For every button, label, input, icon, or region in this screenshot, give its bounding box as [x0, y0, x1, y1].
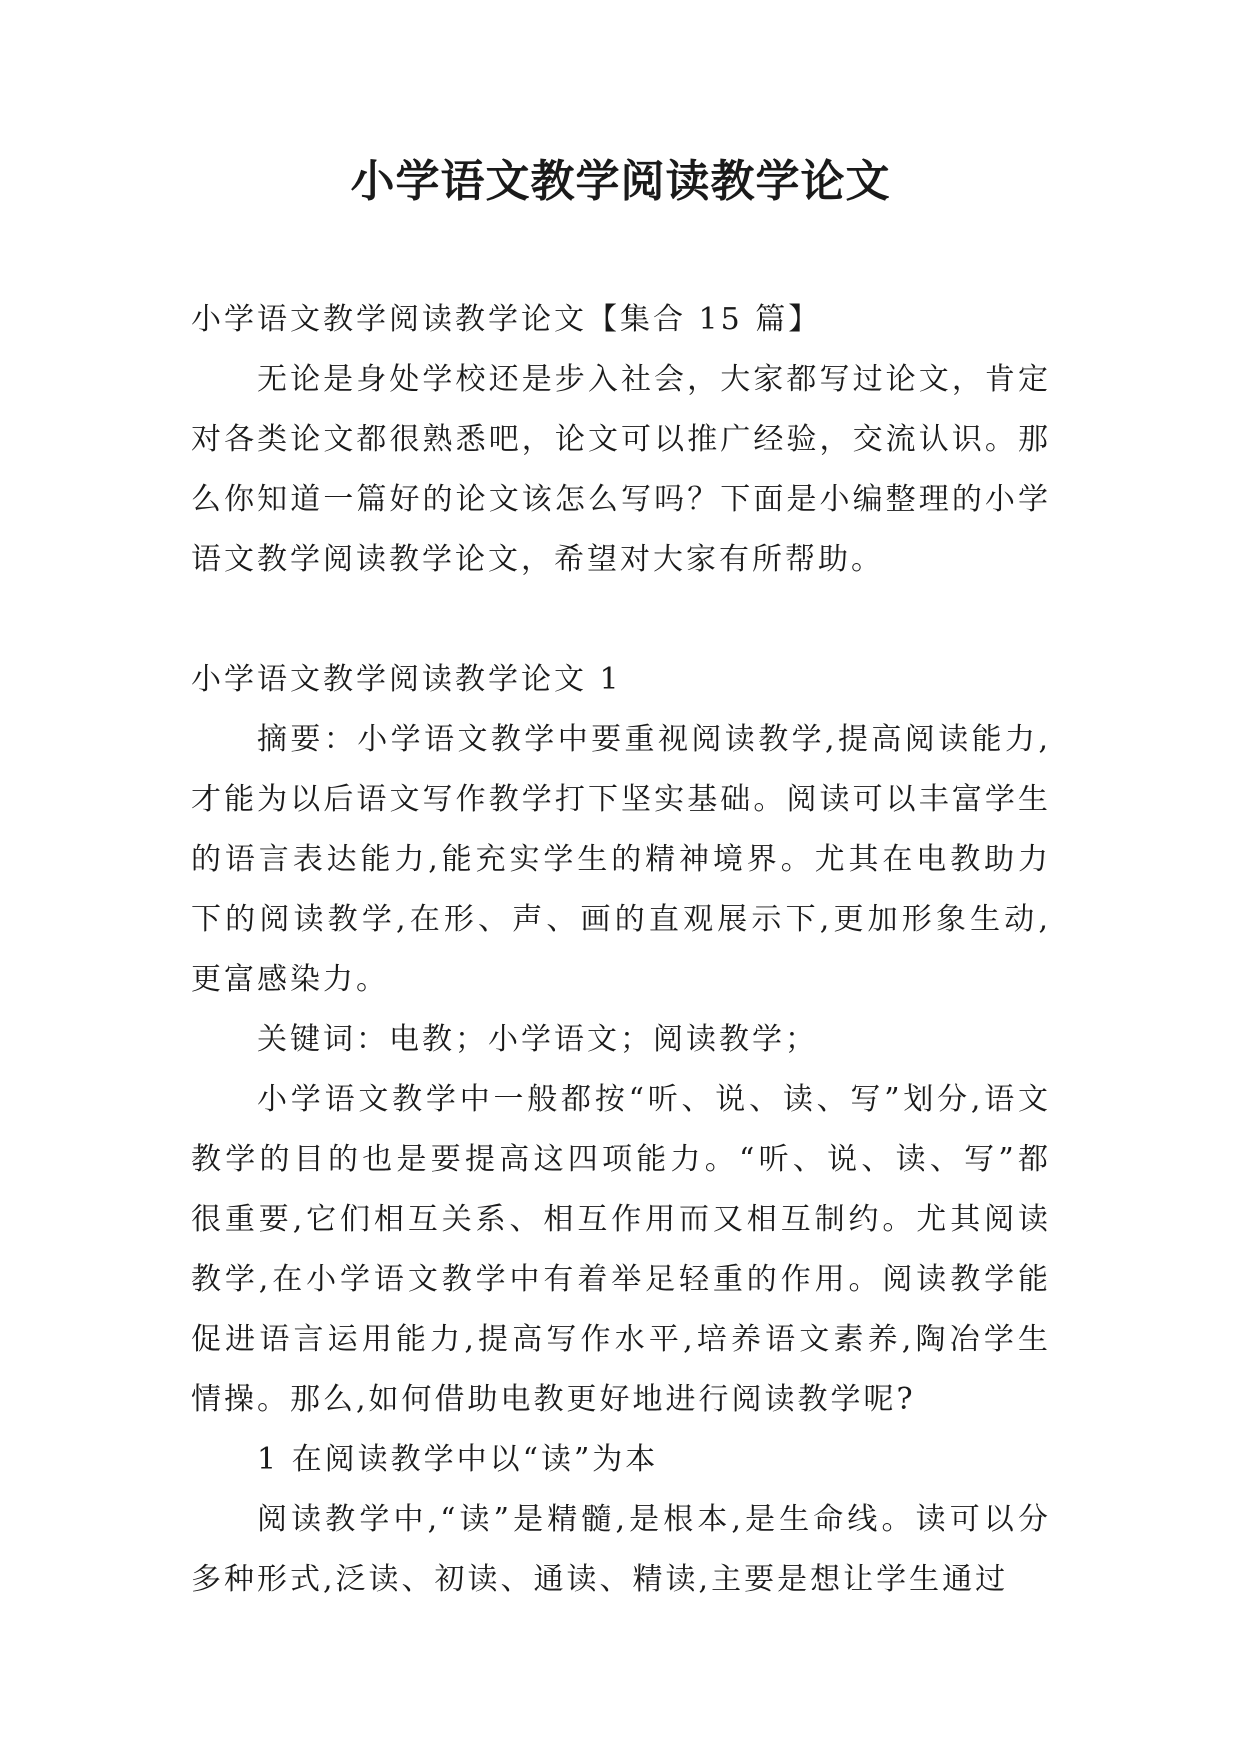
- document-title: 小学语文教学阅读教学论文: [350, 156, 891, 207]
- body-paragraph: 阅读教学中,“读”是精髓,是根本,是生命线。读可以分多种形式,泛读、初读、通读、精读,主要是想让学生通过: [191, 1502, 1051, 1597]
- intro-paragraph: 无论是身处学校还是步入社会，大家都写过论文，肯定对各类论文都很熟悉吧，论文可以推广经验，交流认识。那么你知道一篇好的论文该怎么写吗？下面是小编整理的小学语文教学阅读教学论文，希望对大家有所帮助。: [191, 362, 1051, 577]
- document-body: [191, 290, 1051, 1610]
- keywords-line: 关键词：电教；小学语文；阅读教学；: [257, 1022, 818, 1057]
- subheading: 1 在阅读教学中以“读”为本: [257, 1442, 659, 1477]
- abstract-paragraph: 摘要：小学语文教学中要重视阅读教学,提高阅读能力,才能为以后语文写作教学打下坚实基础。阅读可以丰富学生的语言表达能力,能充实学生的精神境界。尤其在电教助力下的阅读教学,在形、声、画的直观展示下,更加形象生动,更富感染力。: [191, 722, 1051, 997]
- section-heading: 小学语文教学阅读教学论文 1: [191, 662, 622, 697]
- paragraph-gap: [191, 590, 1051, 650]
- collection-heading: 小学语文教学阅读教学论文【集合 15 篇】: [191, 302, 822, 337]
- body-paragraph: 小学语文教学中一般都按“听、说、读、写”划分,语文教学的目的也是要提高这四项能力。“听、说、读、写”都很重要,它们相互关系、相互作用而又相互制约。尤其阅读教学,在小学语文教学中有着举足轻重的作用。阅读教学能促进语言运用能力,提高写作水平,培养语文素养,陶冶学生情操。那么,如何借助电教更好地进行阅读教学呢?: [191, 1082, 1051, 1417]
